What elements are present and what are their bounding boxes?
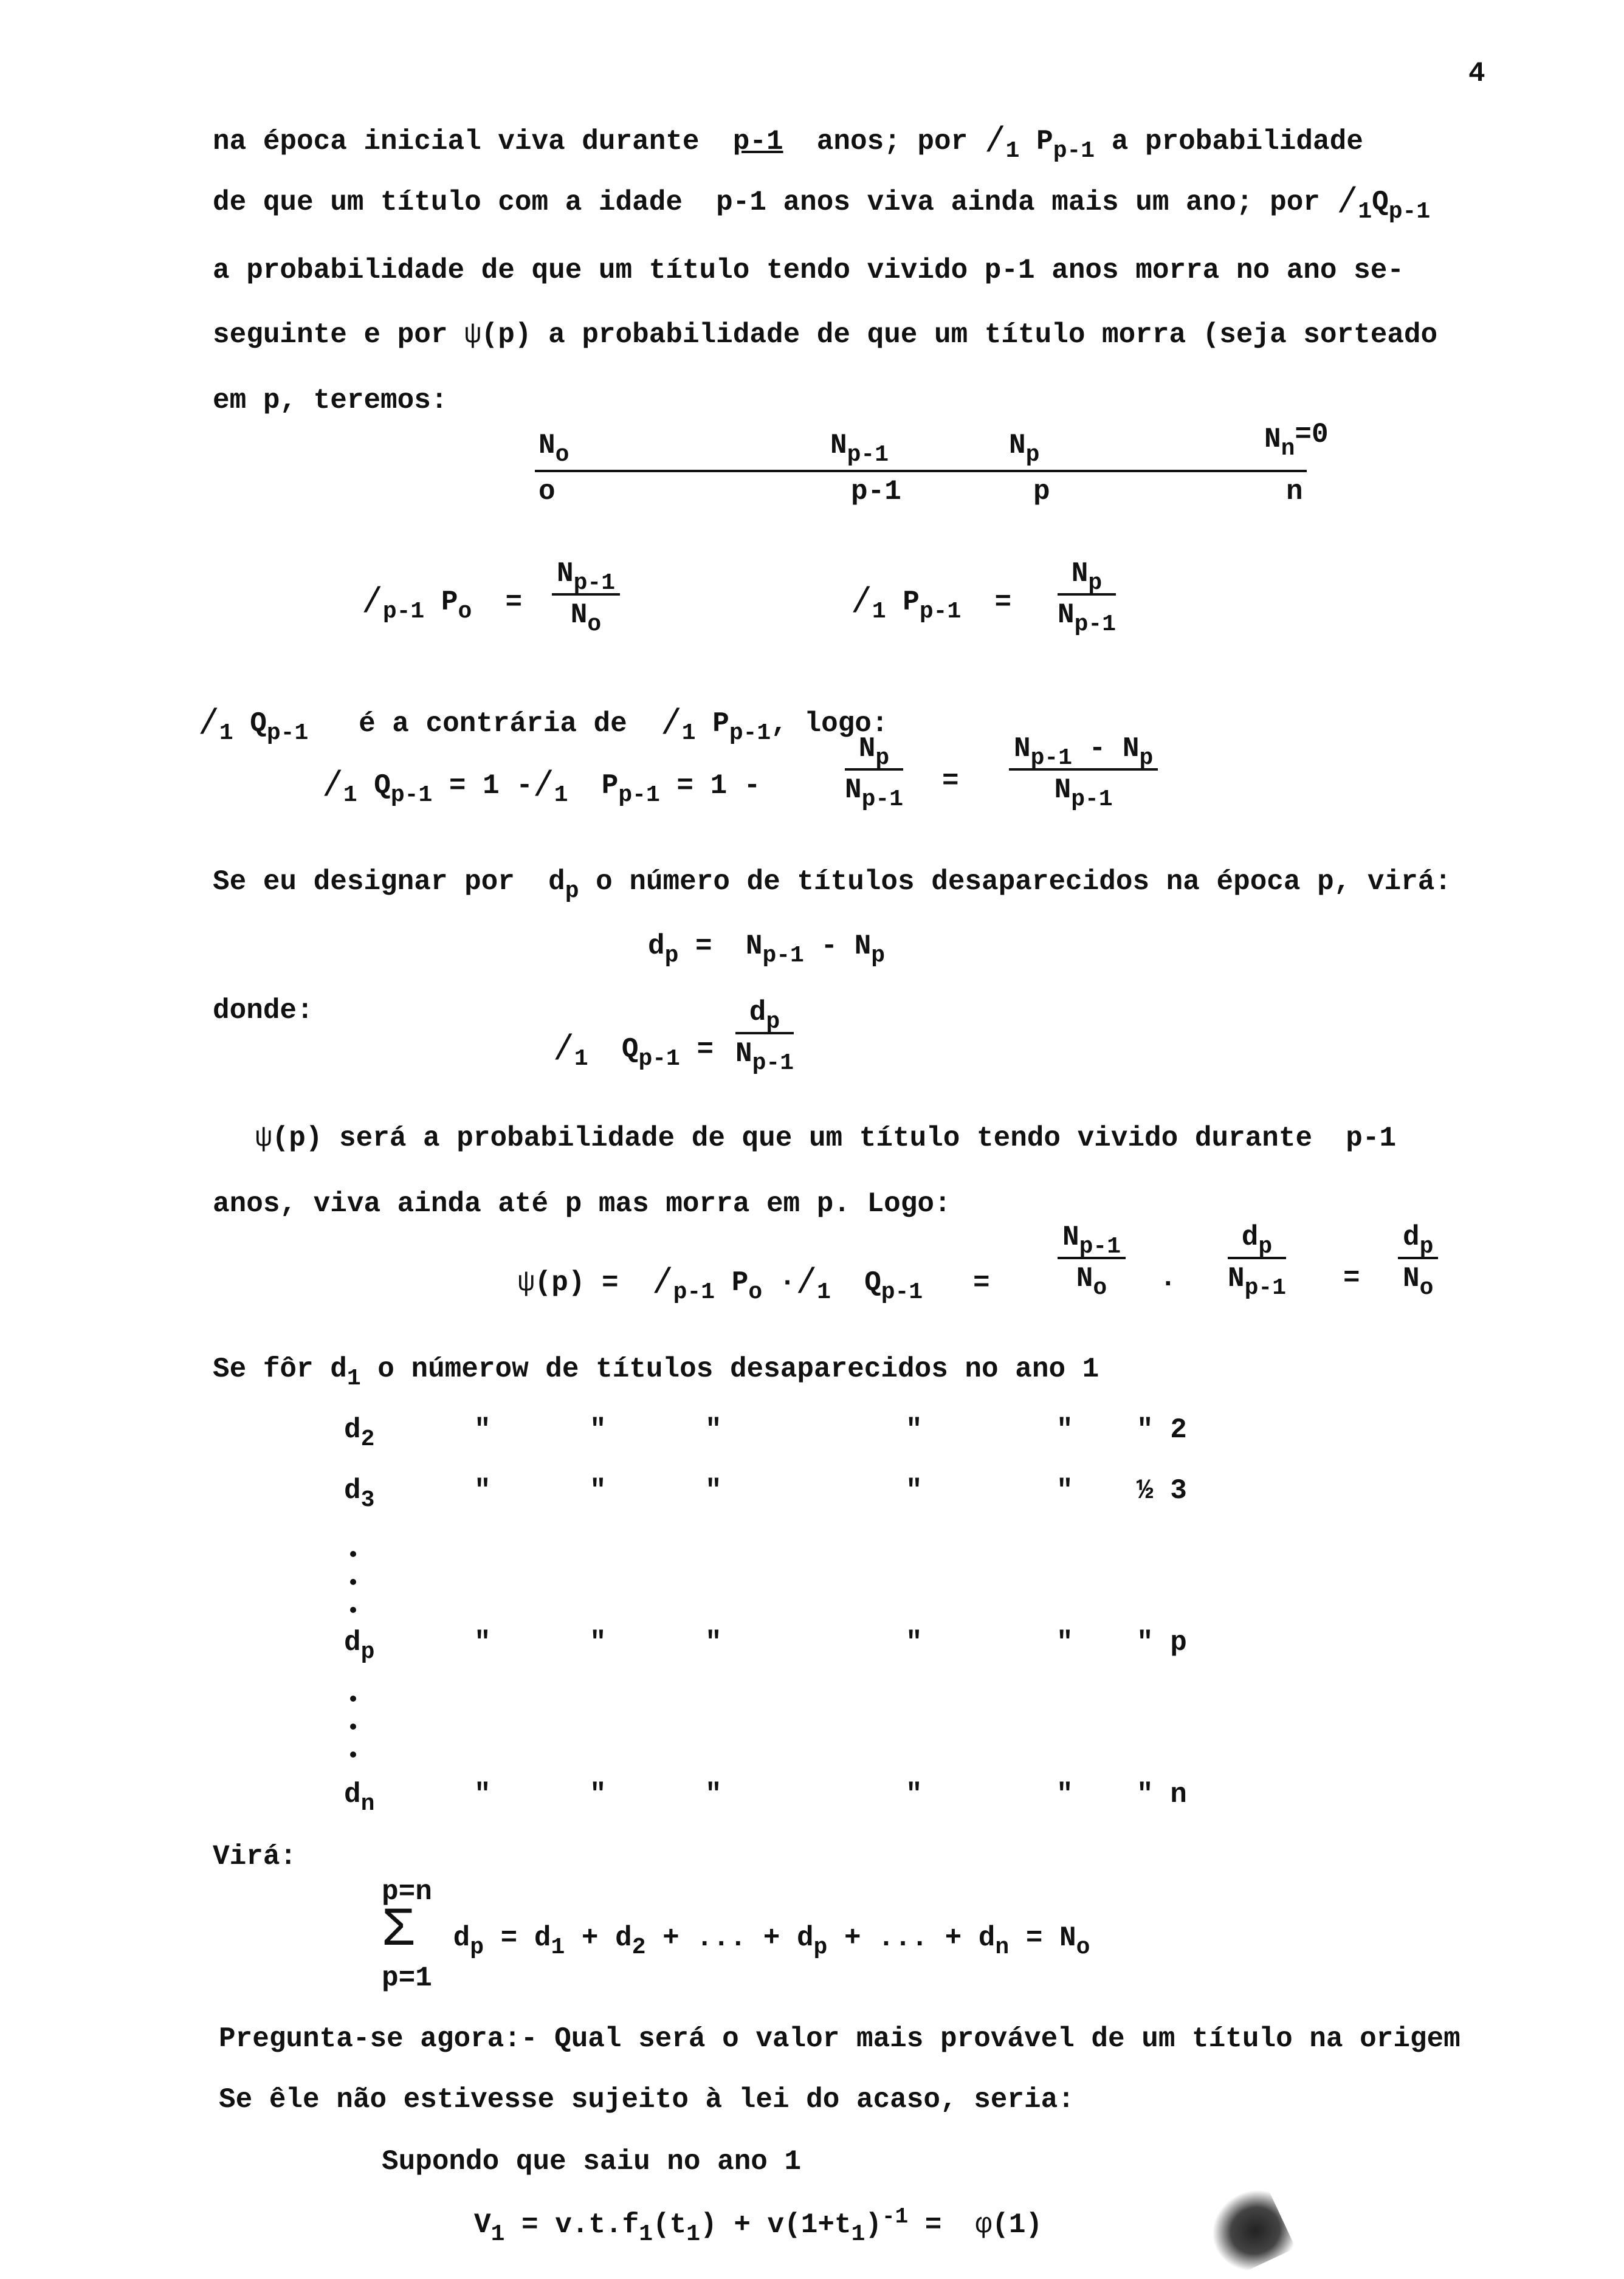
label: N: [1009, 430, 1026, 461]
subscript: o: [1419, 1275, 1434, 1302]
subscript: p-1: [1388, 199, 1431, 225]
timeline-t1: p-1: [851, 476, 901, 507]
eq1-fraction: [552, 558, 620, 638]
subscript: o: [555, 442, 569, 469]
slash-symbol: /: [198, 705, 219, 744]
timeline-rule: [535, 470, 1307, 472]
eq5-dot: .: [1160, 1262, 1177, 1294]
symbol: Q: [250, 708, 267, 740]
contraria-line: [198, 705, 889, 747]
label: ) + v(1+t: [700, 2209, 852, 2241]
text-span: Se fôr d: [213, 1353, 347, 1385]
equals: =: [697, 1034, 714, 1065]
subscript: p-1: [847, 442, 889, 469]
slash-symbol: /: [984, 123, 1006, 162]
v1-equation: [474, 2204, 1043, 2248]
page-number: 4: [1468, 58, 1485, 89]
ink-smudge: [1199, 2182, 1295, 2278]
label: N: [1403, 1263, 1420, 1294]
subscript: p-1: [618, 782, 660, 809]
numerator: [1228, 1222, 1286, 1259]
ditto-mark: ": [1056, 1779, 1073, 1810]
text-span: de que um título com a idade p-1 anos viva ainda mais um ano; por: [213, 187, 1320, 218]
label: N: [1014, 733, 1031, 765]
label: (1): [992, 2209, 1043, 2241]
psi-paragraph-line-1: [255, 1124, 1396, 1152]
subscript: 1: [574, 1046, 588, 1073]
label: N: [1264, 424, 1281, 455]
label: = N: [1009, 1922, 1076, 1954]
subscript: p: [565, 878, 579, 905]
slash-symbol: /: [851, 583, 872, 623]
label: N: [570, 599, 588, 631]
ditto-mark: ": [590, 1627, 607, 1659]
subscript: p-1: [573, 570, 616, 597]
subscript: 1: [551, 1934, 565, 1961]
eq1-lhs: [362, 583, 523, 625]
eq5-lhs: [518, 1264, 990, 1306]
subscript: p: [813, 1934, 828, 1961]
se-ele-line: Se êle não estivesse sujeito à lei do acaso, seria:: [219, 2084, 1075, 2116]
label: N: [1058, 599, 1075, 631]
label: N: [845, 774, 862, 806]
symbol-p: P: [1036, 126, 1053, 157]
ditto-mark: ": [1056, 1414, 1073, 1446]
sigma-symbol: Σ: [382, 1900, 415, 1962]
sum-lower-limit: p=1: [382, 1962, 432, 1994]
subscript: p-1: [861, 786, 904, 813]
subscript: o: [587, 611, 602, 638]
ditto-mark: ": [906, 1414, 923, 1446]
ditto-mark: ": [906, 1779, 923, 1810]
text-span: (p) será a probabilidade de que um título tendo vivido durante p-1: [272, 1122, 1397, 1154]
text-span: (p) a probabilidade de que um título morra (seja sorteado: [481, 319, 1438, 351]
label: d: [344, 1414, 361, 1446]
symbol: Q: [621, 1034, 639, 1065]
slash-symbol: /: [362, 583, 383, 623]
label: - N: [803, 930, 872, 962]
text-span: = 1 -: [449, 770, 533, 802]
supondo-line: Supondo que saiu no ano 1: [382, 2146, 802, 2178]
ditto-mark: ": [705, 1475, 722, 1507]
symbol: Q: [374, 770, 391, 802]
text-span: seguinte e por: [213, 319, 448, 351]
subscript: o: [748, 1279, 763, 1306]
eq3-fraction-1: [845, 733, 904, 813]
text-line-2: [213, 184, 1431, 225]
label: d: [436, 1922, 470, 1954]
text-span: anos; por: [816, 126, 968, 157]
label: d: [1403, 1222, 1420, 1253]
sum-body: [436, 1922, 1090, 1961]
ditto-mark: ": [705, 1779, 722, 1810]
ellipsis-dot: [350, 1751, 356, 1758]
denominator: [1058, 596, 1116, 638]
subscript: 3: [360, 1487, 375, 1514]
subscript: p-1: [729, 720, 771, 747]
subscript: o: [458, 599, 472, 625]
subscript: p-1: [752, 1050, 794, 1077]
subscript: p: [1088, 570, 1103, 597]
numerator: [1009, 733, 1158, 771]
subscript: o: [1076, 1934, 1090, 1961]
denominator: [845, 771, 904, 813]
ditto-mark: ": [705, 1414, 722, 1446]
subscript: p-1: [638, 1046, 680, 1073]
subscript: p: [360, 1639, 375, 1666]
label: (t: [653, 2209, 687, 2241]
text-span: ·: [779, 1267, 796, 1299]
symbol: P: [601, 770, 619, 802]
subscript: p-1: [1071, 786, 1113, 813]
label: + ... + d: [827, 1922, 996, 1954]
subscript: p: [1139, 745, 1154, 772]
denominator: [552, 596, 620, 638]
underlined-p-1: p-1: [732, 126, 783, 157]
table-row: [344, 1779, 375, 1818]
subscript: 1: [681, 720, 696, 747]
label: N: [538, 430, 556, 461]
eq5-fraction-1: [1058, 1222, 1126, 1302]
eq5-fraction-3: [1398, 1222, 1438, 1302]
subscript: 2: [360, 1426, 375, 1453]
symbol: P: [441, 586, 458, 618]
slash-symbol: /: [553, 1031, 574, 1070]
subscript: p-1: [881, 1279, 923, 1306]
ditto-mark: ": [590, 1779, 607, 1810]
label: + ... + d: [645, 1922, 814, 1954]
row-end: " n: [1137, 1779, 1187, 1810]
table-row: [344, 1475, 375, 1514]
text-line-5: em p, teremos:: [213, 385, 448, 416]
numerator: [1058, 1222, 1126, 1259]
label: N: [1228, 1263, 1245, 1294]
subscript: p: [766, 1009, 780, 1036]
subscript: p: [664, 943, 679, 969]
table-row: [344, 1414, 375, 1453]
text-span: , logo:: [771, 708, 889, 740]
timeline-t0: o: [538, 476, 556, 507]
text-span: na época inicial viva durante: [213, 126, 700, 157]
numerator: [845, 733, 903, 771]
timeline-t3: n: [1286, 476, 1303, 507]
text-span: = 1 -: [676, 770, 761, 802]
label: d: [749, 997, 766, 1028]
text-span: (p) =: [534, 1267, 619, 1299]
denominator: [1398, 1259, 1438, 1302]
subscript: 1: [554, 782, 568, 809]
subscript: n: [1281, 436, 1295, 462]
subscript: 1: [490, 2221, 505, 2248]
equals: =: [505, 586, 523, 618]
ellipsis-dot: [350, 1607, 356, 1613]
equals: =: [994, 586, 1012, 618]
donde-label: donde:: [213, 995, 314, 1026]
row-end: " p: [1137, 1627, 1187, 1659]
label: d: [648, 930, 665, 962]
subscript: p: [1419, 1234, 1434, 1260]
subscript: p-1: [382, 599, 425, 625]
label: N: [858, 733, 876, 765]
denominator: [1228, 1259, 1287, 1302]
text-span: Se eu designar por d: [213, 866, 565, 898]
equals: =: [973, 1267, 990, 1299]
subscript: p-1: [266, 720, 309, 747]
row-end: " 2: [1137, 1414, 1187, 1446]
ditto-mark: ": [1056, 1475, 1073, 1507]
text-line-3: a probabilidade de que um título tendo vivido p-1 anos morra no ano se-: [213, 255, 1404, 286]
label: V: [474, 2209, 491, 2241]
eq3-lhs: [322, 767, 761, 809]
subscript: p-1: [1030, 745, 1073, 772]
timeline-n1: [830, 430, 889, 469]
label: ): [865, 2209, 882, 2241]
symbol: P: [731, 1267, 749, 1299]
subscript: p: [470, 1934, 484, 1961]
ditto-mark: ": [590, 1475, 607, 1507]
slash-symbol: /: [796, 1264, 817, 1304]
slash-symbol: /: [660, 705, 682, 744]
numerator: [1058, 558, 1116, 596]
subscript: p-1: [1074, 611, 1116, 638]
label: = v.t.f: [504, 2209, 639, 2241]
subscript: 1: [851, 2221, 865, 2248]
label: N: [830, 430, 847, 461]
label: = d: [484, 1922, 551, 1954]
psi-paragraph-line-2: anos, viva ainda até p mas morra em p. Logo:: [213, 1188, 951, 1220]
psi-symbol: ψ: [464, 319, 481, 351]
symbol-q: Q: [1372, 187, 1389, 218]
subscript: 1: [219, 720, 233, 747]
pergunta-line: Pregunta-se agora:- Qual será o valor mais provável de um título na origem: [219, 2023, 1461, 2055]
eq2-lhs: [851, 583, 1012, 625]
ditto-mark: ": [474, 1414, 491, 1446]
text-line-1: [213, 123, 1363, 165]
symbol: P: [903, 586, 920, 618]
ditto-mark: ": [590, 1414, 607, 1446]
label: =: [908, 2209, 975, 2241]
subscript: n: [995, 1934, 1010, 1961]
label: + d: [565, 1922, 632, 1954]
subscript: 1: [343, 782, 357, 809]
slash-symbol: /: [652, 1264, 673, 1304]
text-span: é a contrária de: [359, 708, 627, 740]
phi-symbol: φ: [975, 2209, 993, 2241]
eq3-fraction-2: [1009, 733, 1158, 813]
table-row: [344, 1627, 375, 1666]
numerator: [1398, 1222, 1438, 1259]
designar-line: [213, 866, 1451, 905]
ditto-mark: ": [906, 1475, 923, 1507]
symbol: P: [712, 708, 729, 740]
text-span: o número de títulos desaparecidos na época p, virá:: [579, 866, 1451, 898]
timeline-n3: [1264, 419, 1329, 462]
subscript: p-1: [919, 599, 962, 625]
subscript: 2: [631, 1934, 646, 1961]
numerator: [552, 558, 620, 596]
label: N: [1076, 1263, 1093, 1294]
label: - N: [1072, 733, 1140, 765]
eq5-fraction-2: [1228, 1222, 1287, 1302]
label: d: [344, 1627, 361, 1659]
subscript: 1: [639, 2221, 653, 2248]
subscript: p-1: [390, 782, 433, 809]
label: = N: [678, 930, 763, 962]
subscript: p-1: [762, 943, 804, 969]
psi-symbol: ψ: [255, 1122, 272, 1154]
subscript: 1: [817, 1279, 831, 1306]
label: d: [1241, 1222, 1259, 1253]
label: d: [344, 1779, 361, 1810]
slash-symbol: /: [532, 767, 554, 806]
eq5-equals-2: =: [1343, 1262, 1360, 1294]
ditto-mark: ": [474, 1627, 491, 1659]
subscript: p: [871, 943, 886, 969]
eq2-fraction: [1058, 558, 1116, 638]
denominator: [735, 1034, 794, 1077]
eq3-equals: =: [942, 765, 959, 797]
subscript: 1: [346, 1366, 361, 1392]
label: N: [1054, 774, 1072, 806]
superscript: -1: [881, 2204, 909, 2229]
subscript: 1: [872, 599, 886, 625]
subscript: p: [875, 745, 890, 772]
symbol: Q: [864, 1267, 881, 1299]
subscript: p-1: [673, 1279, 715, 1306]
text-span: o númerow de títulos desaparecidos no ano 1: [360, 1353, 1099, 1385]
eq4-fraction: [735, 997, 794, 1077]
text-line-4: [213, 321, 1437, 349]
ditto-mark: ": [705, 1627, 722, 1659]
ellipsis-dot: [350, 1724, 356, 1730]
numerator: [735, 997, 794, 1034]
slash-symbol: /: [1337, 184, 1358, 223]
ellipsis-dot: [350, 1579, 356, 1585]
sum-upper-limit: p=n: [382, 1876, 432, 1908]
subscript: p-1: [1053, 138, 1095, 165]
ditto-mark: ": [474, 1779, 491, 1810]
subscript: p-1: [1079, 1234, 1121, 1260]
timeline-n2: [1009, 430, 1040, 469]
ditto-mark: ": [906, 1627, 923, 1659]
ellipsis-dot: [350, 1551, 356, 1557]
ditto-mark: ": [474, 1475, 491, 1507]
slash-symbol: /: [322, 767, 343, 806]
label: =0: [1295, 419, 1329, 450]
subscript: 1: [1005, 138, 1020, 165]
subscript: 1: [686, 2221, 701, 2248]
vira-label: Virá:: [213, 1841, 297, 1872]
dp-equation: [648, 930, 886, 969]
text-span: a probabilidade: [1111, 126, 1363, 157]
timeline-t2: p: [1033, 476, 1050, 507]
subscript: n: [360, 1791, 375, 1818]
subscript: o: [1093, 1275, 1107, 1302]
eq4-lhs: [553, 1031, 714, 1073]
denominator: [1058, 1259, 1126, 1302]
psi-symbol: ψ: [518, 1267, 535, 1299]
timeline-n0: [538, 430, 569, 469]
label: N: [557, 558, 574, 590]
denominator: [1009, 771, 1158, 813]
subscript: 1: [1358, 199, 1372, 225]
row-end: ½ 3: [1137, 1475, 1187, 1507]
label: N: [1071, 558, 1089, 590]
subscript: p: [1025, 442, 1040, 469]
se-for-line: [213, 1353, 1099, 1392]
subscript: p: [1258, 1234, 1273, 1260]
ellipsis-dot: [350, 1696, 356, 1702]
ditto-mark: ": [1056, 1627, 1073, 1659]
label: d: [344, 1475, 361, 1507]
label: N: [735, 1038, 752, 1070]
subscript: p-1: [1244, 1275, 1287, 1302]
label: N: [1062, 1222, 1079, 1253]
